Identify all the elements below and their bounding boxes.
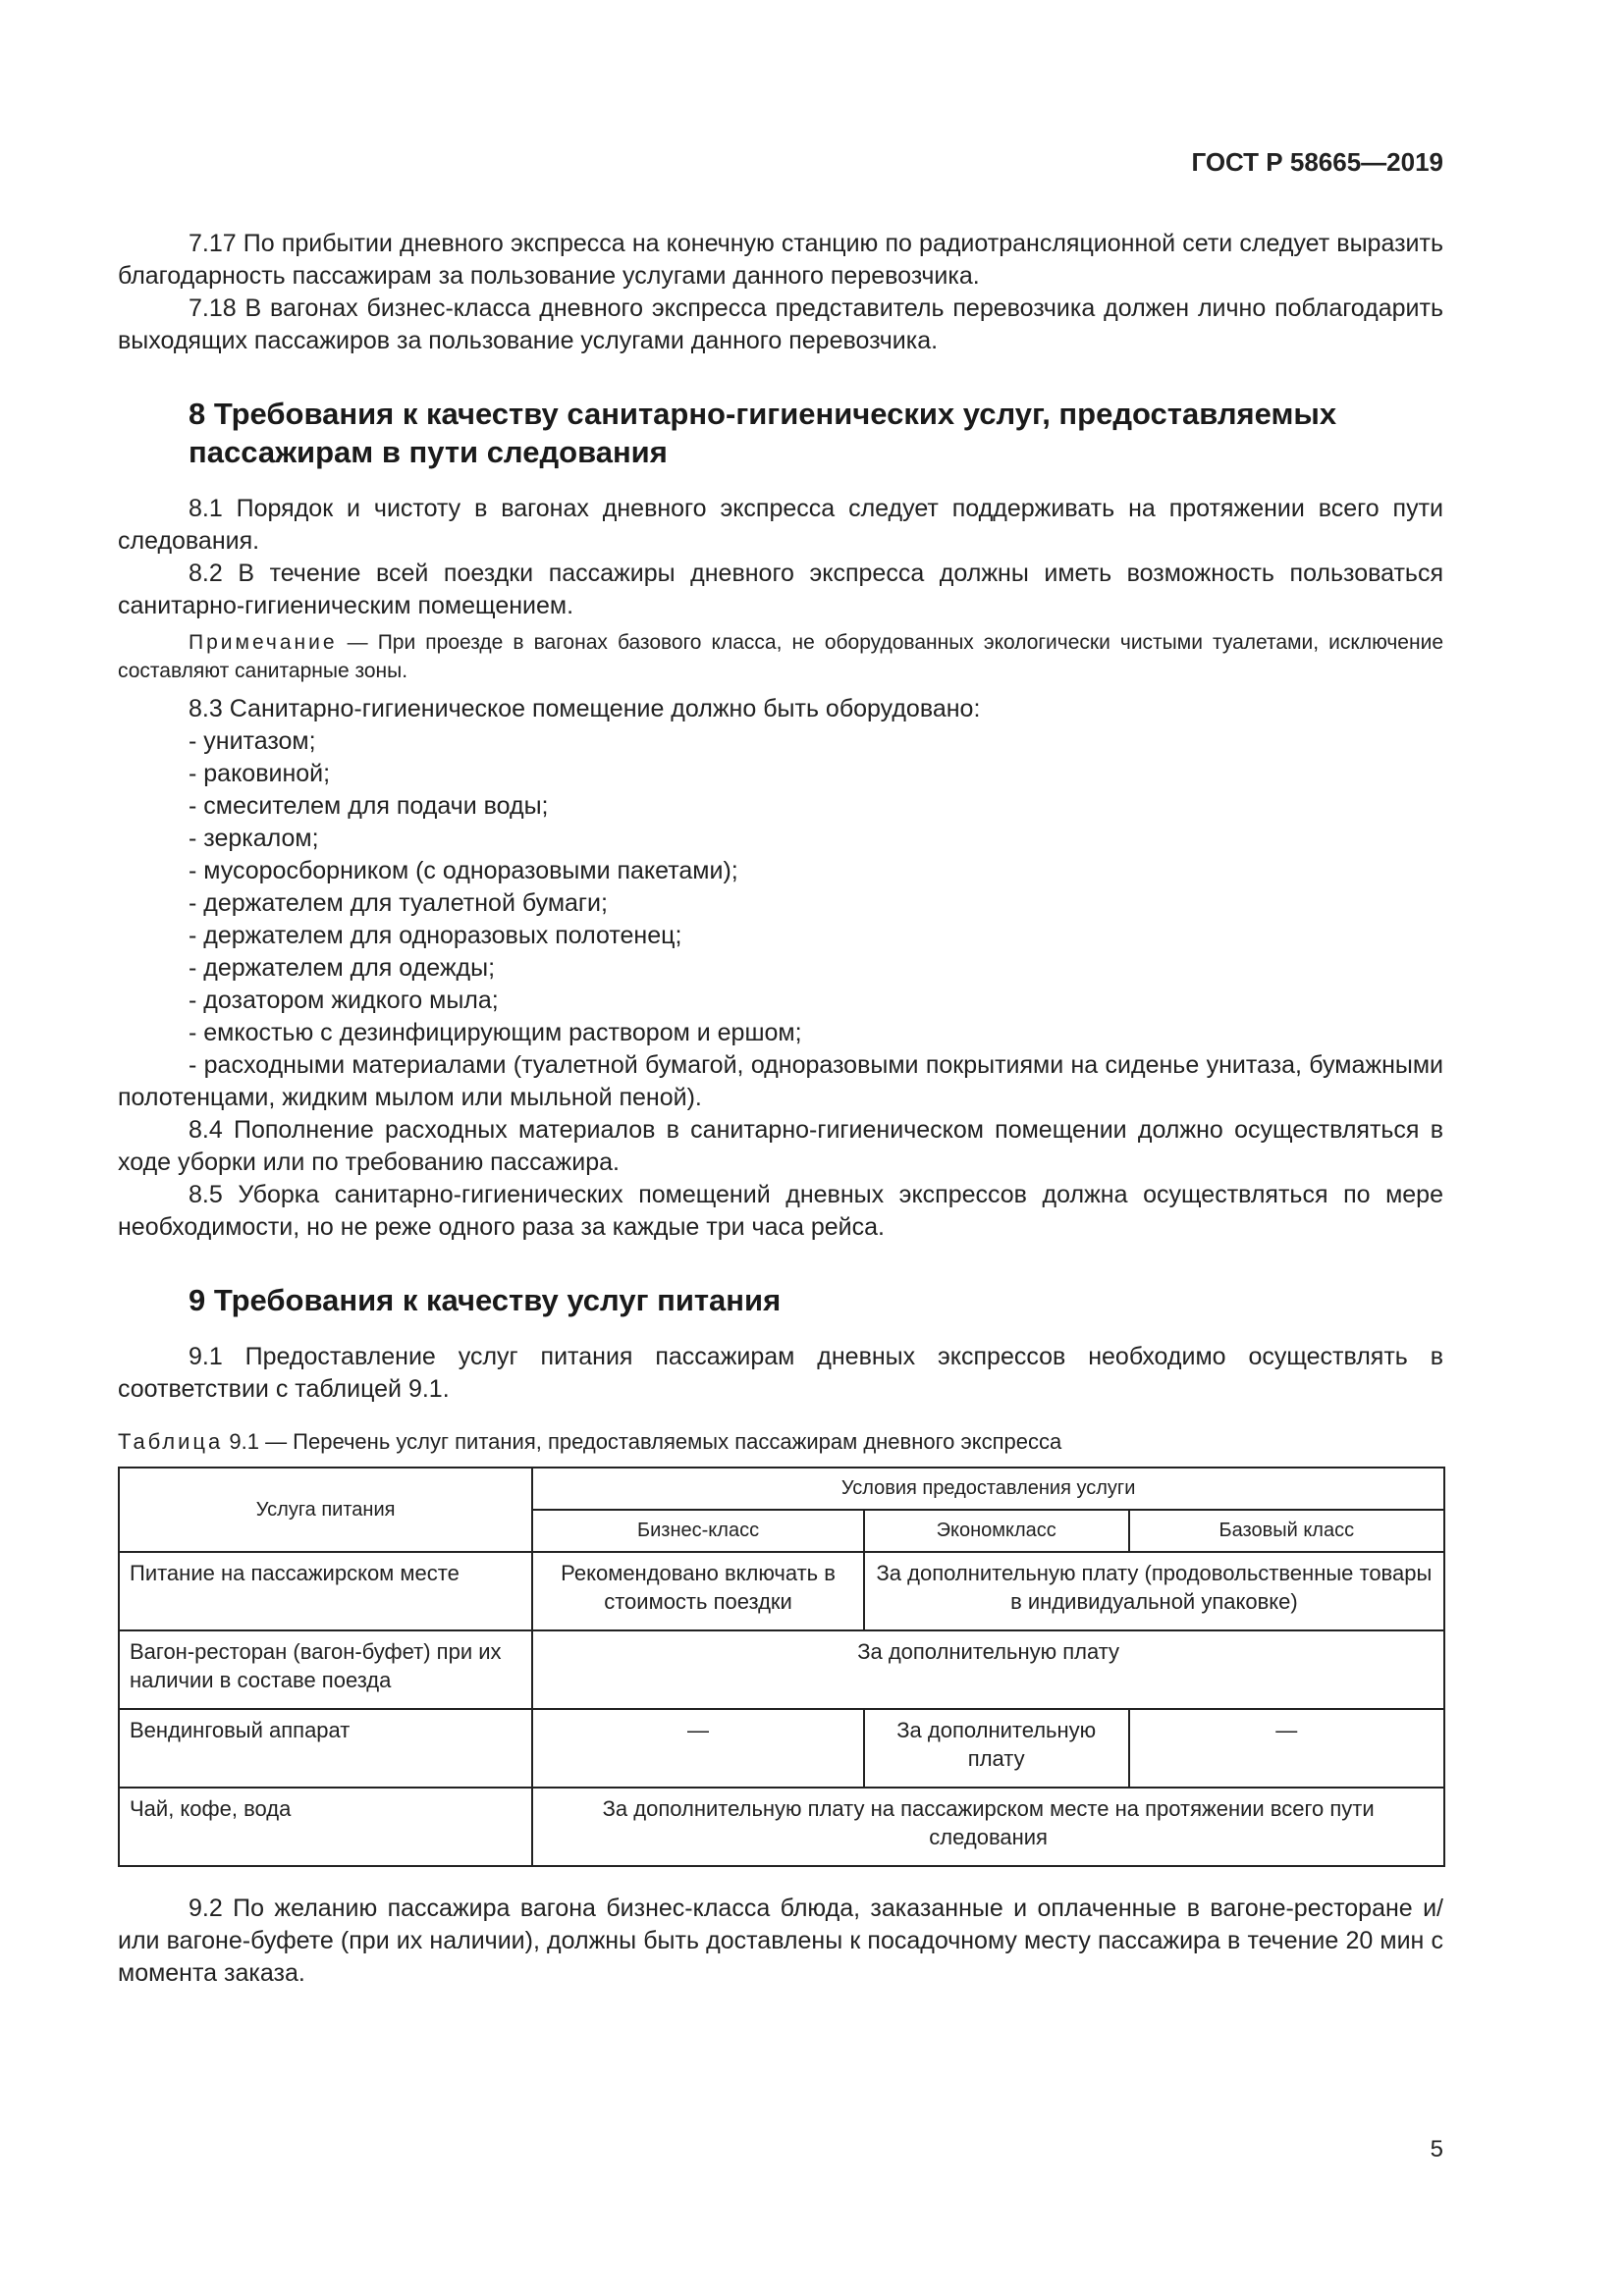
table-cell: Вагон-ресторан (вагон-буфет) при их наличии в составе поезда bbox=[119, 1630, 532, 1709]
page-number: 5 bbox=[1430, 2136, 1443, 2163]
note-text: — При проезде в вагонах базового класса, не оборудованных экологически чистыми туалетами, исключение составляют санитарные зоны. bbox=[118, 631, 1443, 682]
table-caption-text: 9.1 — Перечень услуг питания, предоставляемых пассажирам дневного экспресса bbox=[223, 1429, 1062, 1454]
section-8-heading: 8 Требования к качеству санитарно-гигиенических услуг, предоставляемых пассажирам в пути следования bbox=[189, 397, 1337, 469]
table-cell: За дополнительную плату bbox=[532, 1630, 1444, 1709]
table-header-row bbox=[119, 1468, 1444, 1510]
paragraph-8-4: 8.4 Пополнение расходных материалов в санитарно-гигиеническом помещении должно осуществляться в ходе уборки или по требованию пассажира. bbox=[118, 1116, 1443, 1176]
table-cell: — bbox=[532, 1709, 864, 1788]
table-row bbox=[119, 1552, 1444, 1630]
table-row bbox=[119, 1630, 1444, 1709]
header-base: Базовый класс bbox=[1129, 1510, 1444, 1552]
table-cell: За дополнительную плату на пассажирском месте на протяжении всего пути следования bbox=[532, 1788, 1444, 1866]
list-item: - держателем для одежды; bbox=[189, 954, 496, 982]
header-economy: Экономкласс bbox=[864, 1510, 1129, 1552]
section-9-heading: 9 Требования к качеству услуг питания bbox=[189, 1283, 782, 1317]
standard-code: ГОСТ Р 58665—2019 bbox=[1191, 147, 1443, 177]
table-cell: Рекомендовано включать в стоимость поездки bbox=[532, 1552, 864, 1630]
list-item: - держателем для одноразовых полотенец; bbox=[189, 922, 682, 949]
list-item: - зеркалом; bbox=[189, 825, 319, 852]
note-label: Примечание bbox=[189, 631, 338, 654]
paragraph-9-1: 9.1 Предоставление услуг питания пассажирам дневных экспрессов необходимо осуществлять в соответствии с таблицей 9.1. bbox=[118, 1343, 1443, 1403]
equipment-list bbox=[118, 725, 1443, 1049]
note bbox=[118, 628, 1443, 685]
table-caption bbox=[118, 1427, 1443, 1457]
paragraph-9-2: 9.2 По желанию пассажира вагона бизнес-класса блюда, заказанные и оплаченные в вагоне-ресторане и/или вагоне-буфете (при их наличии), должны быть доставлены к посадочному месту пассажира в течение 20 мин с момента заказа. bbox=[118, 1895, 1443, 1987]
list-item: - емкостью с дезинфицирующим раствором и ершом; bbox=[189, 1019, 802, 1046]
table-cell: За дополнительную плату bbox=[864, 1709, 1129, 1788]
header-conditions: Условия предоставления услуги bbox=[532, 1468, 1444, 1510]
table-cell: Питание на пассажирском месте bbox=[119, 1552, 532, 1630]
paragraph-8-2: 8.2 В течение всей поездки пассажиры дневного экспресса должны иметь возможность пользоваться санитарно-гигиеническим помещением. bbox=[118, 560, 1443, 619]
page-content bbox=[118, 147, 1443, 1990]
header-business: Бизнес-класс bbox=[532, 1510, 864, 1552]
table-row bbox=[119, 1709, 1444, 1788]
list-item: - смесителем для подачи воды; bbox=[189, 792, 549, 820]
paragraph-8-5: 8.5 Уборка санитарно-гигиенических помещений дневных экспрессов должна осуществляться по мере необходимости, но не реже одного раза за каждые три часа рейса. bbox=[118, 1181, 1443, 1241]
list-item: - дозатором жидкого мыла; bbox=[189, 987, 499, 1014]
paragraph-7-17: 7.17 По прибытии дневного экспресса на конечную станцию по радиотрансляционной сети следует выразить благодарность пассажирам за пользование услугами данного перевозчика. bbox=[118, 230, 1443, 290]
table-cell: Вендинговый аппарат bbox=[119, 1709, 532, 1788]
catering-table bbox=[118, 1467, 1445, 1867]
list-item: - держателем для туалетной бумаги; bbox=[189, 889, 608, 917]
table-cell: — bbox=[1129, 1709, 1444, 1788]
table-cell: За дополнительную плату (продовольственные товары в индивидуальной упаковке) bbox=[864, 1552, 1444, 1630]
table-cell: Чай, кофе, вода bbox=[119, 1788, 532, 1866]
table-label: Таблица bbox=[118, 1429, 224, 1454]
paragraph-8-3: 8.3 Санитарно-гигиеническое помещение должно быть оборудовано: bbox=[189, 695, 981, 722]
list-item: - раковиной; bbox=[189, 760, 331, 787]
list-item: - мусоросборником (с одноразовыми пакетами); bbox=[189, 857, 738, 884]
table-row bbox=[119, 1788, 1444, 1866]
list-item-last: - расходными материалами (туалетной бумагой, одноразовыми покрытиями на сиденье унитаза, бумажными полотенцами, жидким мылом или мыльной пеной). bbox=[118, 1051, 1443, 1111]
paragraph-7-18: 7.18 В вагонах бизнес-класса дневного экспресса представитель перевозчика должен лично поблагодарить выходящих пассажиров за пользование услугами данного перевозчика. bbox=[118, 294, 1443, 354]
header-service: Услуга питания bbox=[119, 1468, 532, 1552]
list-item: - унитазом; bbox=[189, 727, 316, 755]
paragraph-8-1: 8.1 Порядок и чистоту в вагонах дневного экспресса следует поддерживать на протяжении всего пути следования. bbox=[118, 495, 1443, 555]
